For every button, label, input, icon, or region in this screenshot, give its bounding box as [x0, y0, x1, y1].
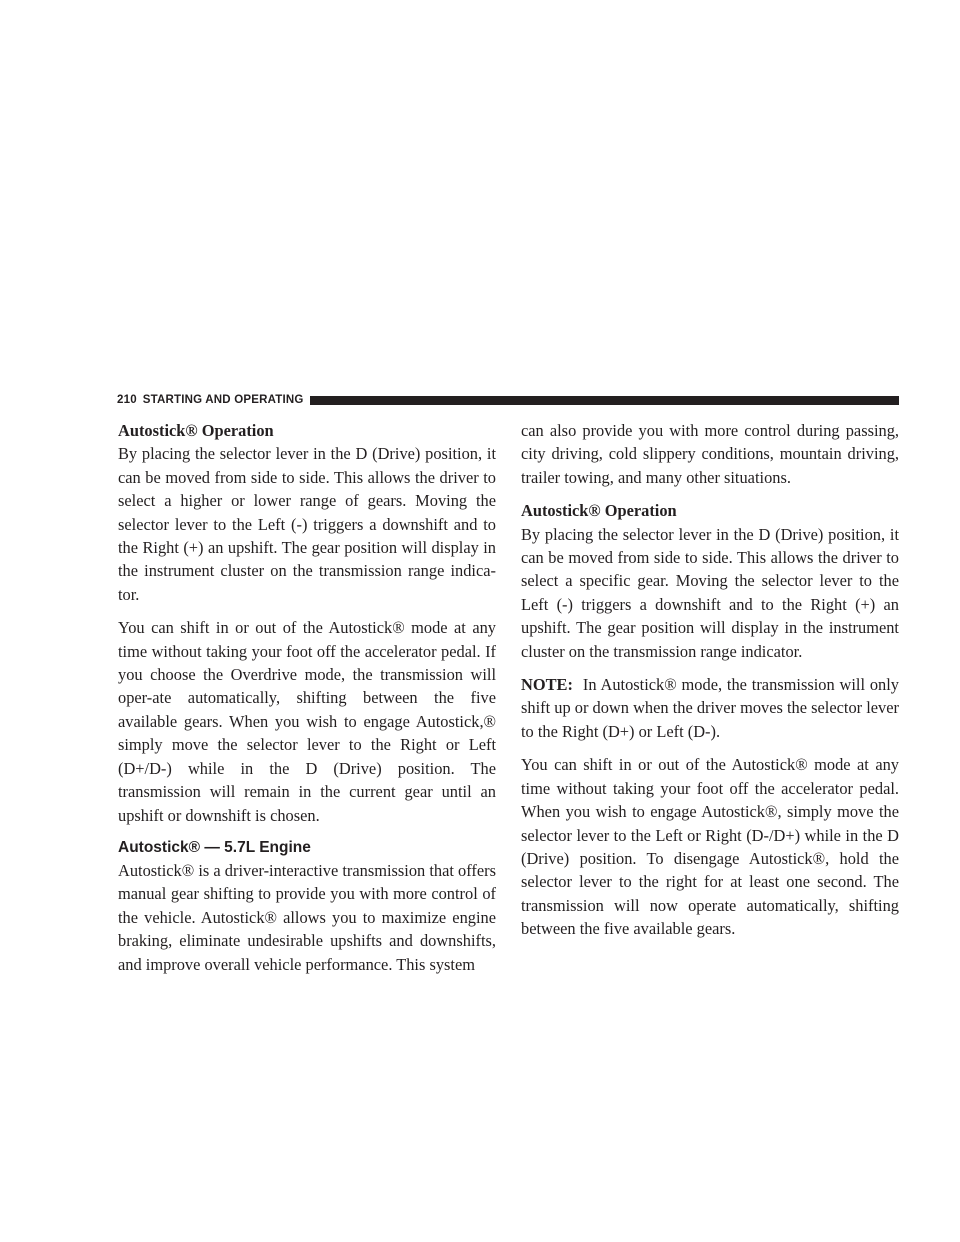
- note-label: NOTE:: [521, 675, 573, 695]
- paragraph: can also provide you with more control during passing, city driving, cold slippery conditions, mountain driving, trailer towing, and many other situations.: [521, 421, 899, 487]
- paragraph: Autostick® is a driver-interactive transmission that offers manual gear shifting to provide you with more control of the vehicle. Autostick® allows you to maximize engine braking, eliminate undesirable upshifts and downshifts, and improve overall vehicle performance. This system: [118, 860, 496, 974]
- paragraph: By placing the selector lever in the D (Drive) position, it can be moved from side to side. This allows the driver to select a higher or lower range of gears. Moving the selector lever to the Left (-) triggers a downshift and to the Right (+) an upshift. The gear position will display in the instrument cluster on the transmission range indica-tor.: [118, 444, 496, 604]
- note-text: In Autostick® mode, the transmission will only shift up or down when the driver moves the selector lever to the Right (D+) or Left (D-).: [521, 675, 899, 741]
- right-column: [521, 419, 899, 951]
- page-number: 210: [117, 394, 137, 406]
- left-column: [118, 419, 496, 986]
- heading-autostick-operation: Autostick® Operation: [118, 421, 274, 440]
- paragraph: By placing the selector lever in the D (Drive) position, it can be moved from side to side. This allows the driver to select a specific gear. Moving the selector lever to the Left (-) triggers a downshift and to the Right (+) an upshift. The gear position will display in the instrument cluster on the transmission range indicator.: [521, 524, 899, 661]
- section-title: STARTING AND OPERATING: [142, 394, 304, 406]
- heading-autostick-operation: Autostick® Operation: [521, 501, 677, 521]
- paragraph: You can shift in or out of the Autostick® mode at any time without taking your foot off the accelerator pedal. When you wish to engage Autostick®, simply move the selector lever to the Left or Right (D-/D+) while in the D (Drive) position. To disengage Autostick®, hold the selector lever to the right for at least one second. The transmission will now operate automatically, shifting between the five available gears.: [521, 755, 899, 939]
- header-rule: [310, 396, 899, 405]
- page-header: [117, 391, 899, 409]
- paragraph: You can shift in or out of the Autostick® mode at any time without taking your foot off the accelerator pedal. If you choose the Overdrive mode, the transmission will oper-ate automatically, shifting between the five available gears. When you wish to engage Autostick,® simply move the selector lever to the Right or Left (D+/D-) while in the D (Drive) position. The transmission will remain in the current gear until an upshift or downshift is chosen.: [118, 618, 496, 825]
- heading-autostick-57l-engine: Autostick® — 5.7L Engine: [118, 838, 311, 856]
- note-paragraph: [521, 673, 899, 743]
